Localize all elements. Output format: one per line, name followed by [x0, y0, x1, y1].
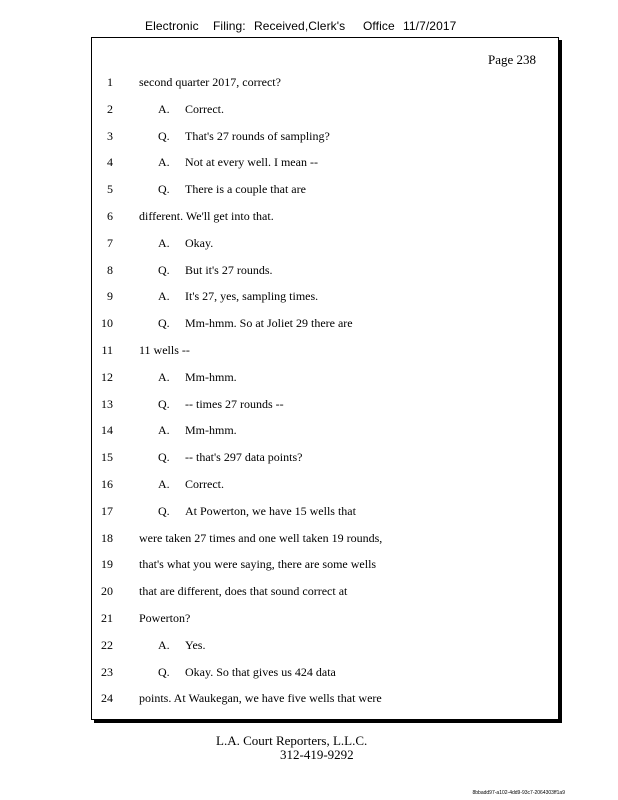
line-text: Not at every well. I mean -- [185, 155, 318, 170]
speaker-label: Q. [158, 182, 170, 197]
page-number: Page 238 [487, 52, 536, 67]
line-number: 9 [107, 289, 113, 304]
header-word-filing: Filing: [213, 19, 246, 33]
line-number: 7 [107, 235, 113, 250]
speaker-label: A. [158, 369, 170, 384]
header-word-received: Received,Clerk's [254, 19, 346, 33]
line-text: It's 27, yes, sampling times. [185, 289, 319, 304]
speaker-label: A. [158, 155, 170, 170]
document-hash: 8bbadd97-a102-4dd9-93c7-2064303ff1a9 [472, 790, 565, 796]
line-number: 24 [101, 691, 113, 706]
line-text: Okay. So that gives us 424 data [185, 664, 336, 679]
speaker-label: Q. [158, 262, 170, 277]
line-text: Powerton? [139, 611, 191, 625]
line-number: 23 [101, 664, 113, 679]
speaker-label: Q. [158, 503, 170, 518]
speaker-label: Q. [158, 450, 170, 465]
line-text: At Powerton, we have 15 wells that [185, 503, 356, 518]
line-number: 16 [101, 477, 113, 491]
line-text: that's what you were saying, there are some wells [139, 557, 377, 572]
speaker-label: Q. [158, 316, 170, 331]
line-text: Yes. [185, 637, 206, 652]
line-number: 3 [107, 128, 113, 143]
line-text: -- that's 297 data points? [185, 450, 303, 465]
speaker-label: A. [158, 423, 170, 438]
line-number: 13 [101, 396, 113, 411]
speaker-label: A. [158, 477, 170, 491]
line-number: 15 [101, 450, 113, 465]
header-word-electronic: Electronic [145, 19, 199, 33]
line-number: 6 [107, 209, 113, 223]
line-text: There is a couple that are [185, 182, 306, 197]
line-text: That's 27 rounds of sampling? [185, 128, 330, 143]
speaker-label: A. [158, 101, 170, 116]
line-number: 10 [101, 316, 113, 331]
line-text: points. At Waukegan, we have five wells that were [139, 691, 382, 706]
transcript-page [91, 37, 559, 720]
speaker-label: Q. [158, 664, 170, 679]
line-text: Mm-hmm. So at Joliet 29 there are [185, 316, 353, 331]
line-number: 14 [101, 423, 113, 438]
line-text: Correct. [185, 101, 224, 116]
speaker-label: A. [158, 235, 170, 250]
line-number: 5 [107, 182, 113, 197]
line-number: 2 [107, 101, 113, 116]
header-date: 11/7/2017 [403, 19, 457, 33]
line-number: 1 [107, 75, 113, 89]
line-number: 17 [101, 503, 113, 518]
speaker-label: A. [158, 289, 170, 304]
speaker-label: A. [158, 637, 170, 652]
line-text: different. We'll get into that. [139, 209, 274, 223]
line-text: Correct. [185, 477, 224, 491]
footer-company: L.A. Court Reporters, L.L.C. [216, 733, 368, 748]
footer-phone: 312-419-9292 [280, 747, 354, 762]
line-number: 22 [101, 637, 113, 652]
line-number: 20 [101, 584, 113, 599]
line-text: that are different, does that sound correct at [139, 584, 348, 599]
line-text: Mm-hmm. [185, 369, 237, 384]
speaker-label: Q. [158, 396, 170, 411]
line-text: 11 wells -- [139, 343, 190, 357]
line-text: -- times 27 rounds -- [185, 396, 284, 411]
line-number: 11 [101, 343, 113, 357]
line-text: But it's 27 rounds. [185, 262, 273, 277]
line-text: Okay. [185, 235, 214, 250]
line-number: 8 [107, 262, 113, 277]
line-text: second quarter 2017, correct? [139, 75, 281, 89]
line-number: 4 [107, 155, 113, 170]
header-word-office: Office [363, 19, 395, 33]
line-text: Mm-hmm. [185, 423, 237, 438]
line-number: 19 [101, 557, 113, 572]
line-text: were taken 27 times and one well taken 19 rounds, [139, 530, 383, 545]
line-number: 18 [101, 530, 113, 545]
speaker-label: Q. [158, 128, 170, 143]
line-number: 12 [101, 369, 113, 384]
line-number: 21 [101, 611, 113, 625]
